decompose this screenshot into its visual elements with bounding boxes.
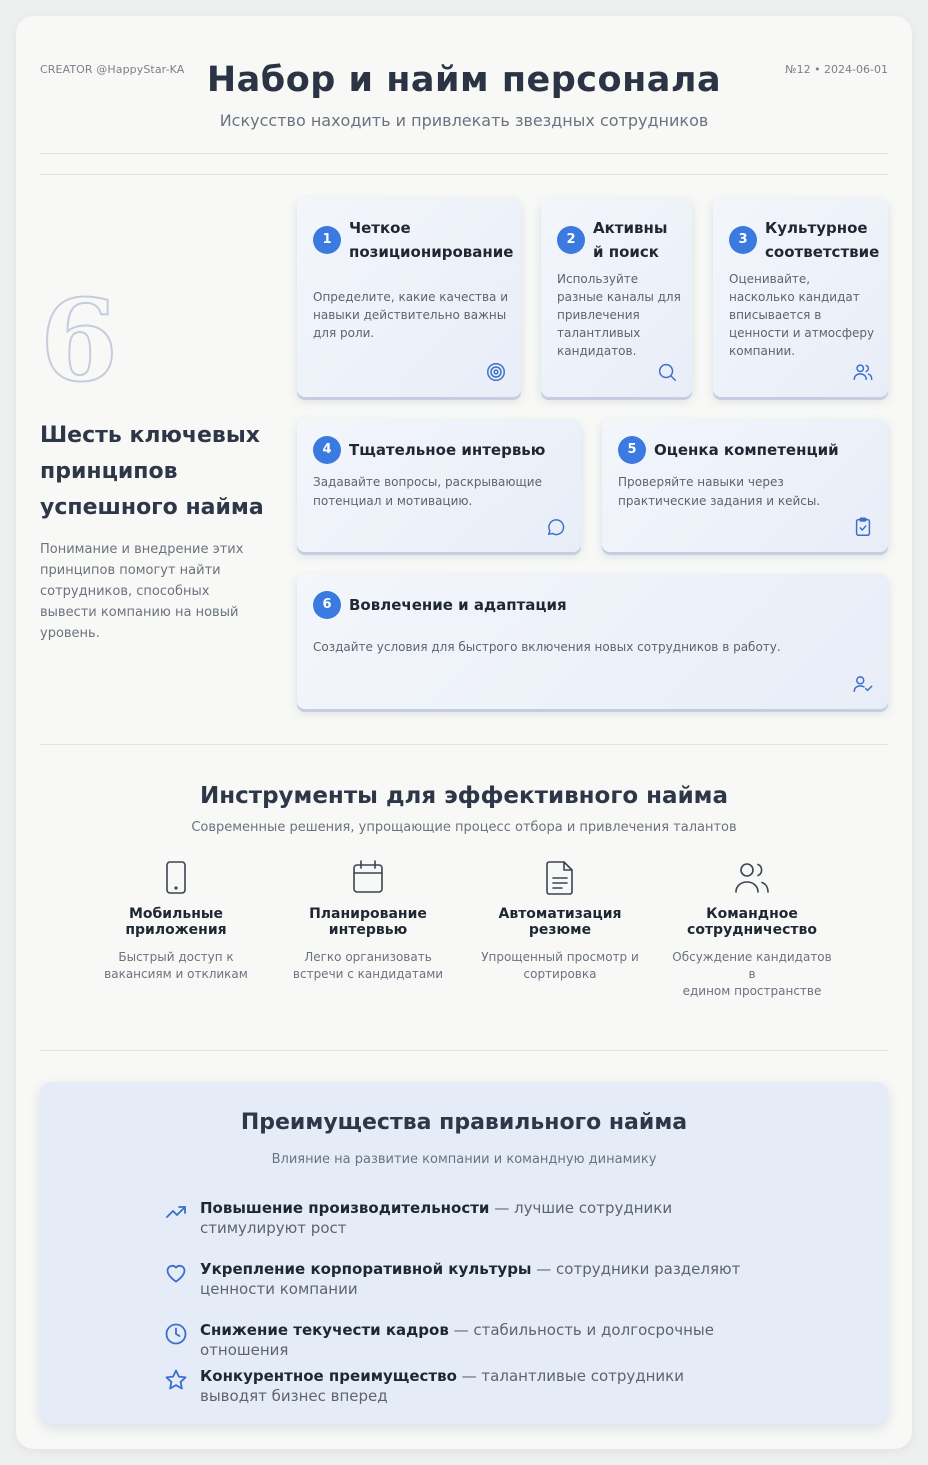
- card-description: Задавайте вопросы, раскрывающие потенциал и мотивацию.: [313, 475, 542, 508]
- divider: [40, 744, 888, 745]
- tools-subtitle: Современные решения, упрощающие процесс отбора и привлечения талантов: [191, 820, 737, 835]
- trending-up-icon: [164, 1200, 188, 1224]
- benefit-title: Конкурентное преимущество: [200, 1367, 457, 1385]
- tool-resume-automation: [475, 858, 645, 983]
- card-description: Используйте разные каналы для привлечения талантливых кандидатов.: [557, 272, 681, 358]
- tool-description: Быстрый доступ к вакансиям и откликам: [104, 950, 248, 981]
- tool-description: Обсуждение кандидатов в едином пространстве: [672, 950, 832, 998]
- card-number-badge: 4: [313, 436, 341, 464]
- benefit-title: Укрепление корпоративной культуры: [200, 1260, 532, 1278]
- message-circle-icon: [545, 516, 567, 538]
- search-icon: [656, 361, 678, 383]
- tool-team-collaboration: [667, 858, 837, 1000]
- benefit-item: [164, 1198, 744, 1238]
- card-title: Активны й поиск: [593, 219, 668, 261]
- smartphone-icon: [156, 858, 196, 898]
- calendar-icon: [348, 858, 388, 898]
- card-title: Тщательное интервью: [349, 441, 546, 459]
- benefits-subtitle: Влияние на развитие компании и командную динамику: [271, 1152, 657, 1167]
- page-subtitle: Искусство находить и привлекать звездных сотрудников: [219, 111, 709, 130]
- users-icon: [852, 361, 874, 383]
- principle-card-5: [602, 419, 888, 552]
- benefit-item: [164, 1366, 744, 1406]
- users-icon: [732, 858, 772, 898]
- card-number-badge: 3: [729, 226, 757, 254]
- tool-name: Мобильные приложения: [125, 906, 227, 938]
- user-check-icon: [852, 673, 874, 695]
- divider: [40, 1050, 888, 1051]
- heart-icon: [164, 1261, 188, 1285]
- divider: [40, 153, 888, 154]
- infographic-page: [16, 16, 912, 1449]
- benefit-title: Повышение производительности: [200, 1199, 490, 1217]
- card-title: Вовлечение и адаптация: [349, 596, 567, 614]
- card-title: Четкое позиционирование: [349, 219, 514, 261]
- creator-credit: CREATOR @HappyStar-KA: [40, 63, 185, 76]
- tool-mobile-apps: [91, 858, 261, 983]
- principles-description: Понимание и внедрение этих принципов помогут найти сотрудников, способных вывести компанию на новый уровень.: [40, 542, 244, 641]
- card-description: Проверяйте навыки через практические задания и кейсы.: [618, 475, 821, 508]
- principle-card-3: [713, 198, 888, 397]
- tool-name: Планирование интервью: [309, 906, 427, 938]
- benefit-title: Снижение текучести кадров: [200, 1321, 449, 1339]
- card-description: Определите, какие качества и навыки действительно важны для роли.: [313, 290, 508, 340]
- principle-card-4: [297, 419, 581, 552]
- tool-description: Легко организовать встречи с кандидатами: [292, 950, 444, 981]
- divider: [40, 174, 888, 175]
- target-icon: [485, 361, 507, 383]
- clock-icon: [164, 1322, 188, 1346]
- file-text-icon: [540, 858, 580, 898]
- tool-name: Автоматизация резюме: [498, 906, 622, 938]
- card-number-badge: 1: [313, 226, 341, 254]
- card-number-badge: 6: [313, 591, 341, 619]
- clipboard-check-icon: [852, 516, 874, 538]
- benefit-text: — лучшие сотрудники стимулируют рост: [200, 1199, 673, 1237]
- star-icon: [164, 1368, 188, 1392]
- card-number-badge: 5: [618, 436, 646, 464]
- card-description: Создайте условия для быстрого включения новых сотрудников в работу.: [313, 640, 781, 654]
- page-title: Набор и найм персонала: [206, 60, 722, 100]
- principle-card-2: [541, 198, 692, 397]
- card-title: Оценка компетенций: [654, 441, 839, 459]
- benefit-text: — талантливые сотрудники выводят бизнес вперед: [200, 1367, 684, 1405]
- card-description: Оценивайте, насколько кандидат вписывается в ценности и атмосферу компании.: [729, 272, 875, 358]
- benefits-panel: [40, 1082, 888, 1424]
- card-title: Культурное соответствие: [765, 219, 880, 261]
- tool-description: Упрощенный просмотр и сортировка: [481, 950, 639, 981]
- tool-name: Командное сотрудничество: [687, 906, 817, 938]
- principles-heading: Шесть ключевых принципов успешного найма: [40, 423, 264, 520]
- benefits-title: Преимущества правильного найма: [240, 1110, 688, 1135]
- tool-interview-planning: [283, 858, 453, 983]
- benefit-text: — сотрудники разделяют ценности компании: [200, 1260, 741, 1298]
- benefit-text: — стабильность и долгосрочные отношения: [200, 1321, 714, 1359]
- big-number: 6: [40, 276, 118, 407]
- principle-card-1: [297, 198, 521, 397]
- issue-date: №12 • 2024-06-01: [785, 63, 888, 76]
- benefit-item: [164, 1320, 744, 1360]
- benefit-item: [164, 1259, 744, 1299]
- tools-title: Инструменты для эффективного найма: [199, 783, 729, 809]
- card-number-badge: 2: [557, 226, 585, 254]
- principle-card-6: [297, 574, 888, 709]
